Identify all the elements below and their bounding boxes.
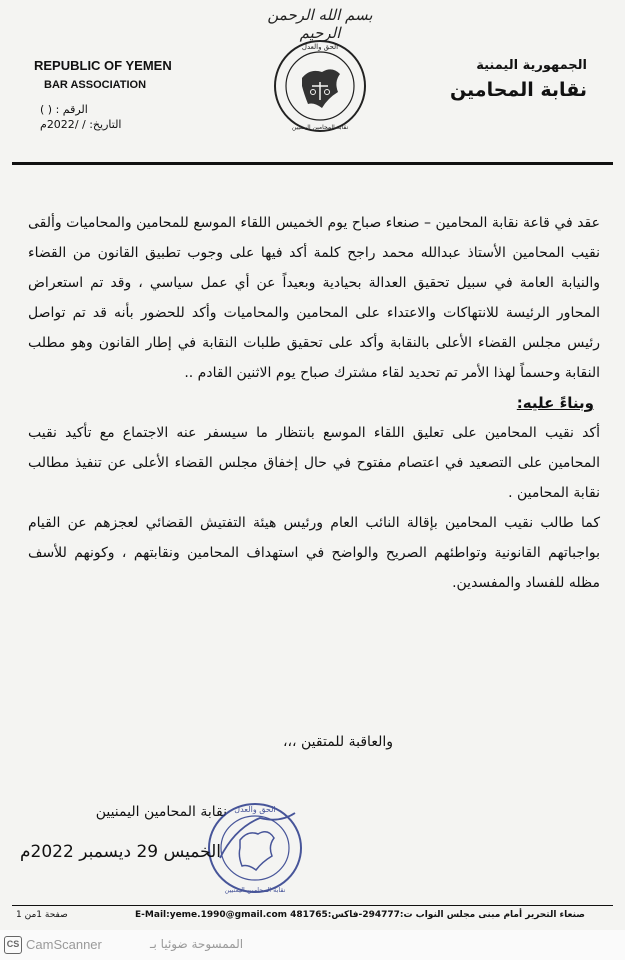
reference-date: التاريخ: / /2022م [40, 118, 122, 131]
paragraph-3: كما طالب نقيب المحامين بإقالة النائب العام ورئيس هيئة التفتيش القضائي لعجزهم عن القيام بواجباتهم القانونية وتواطئهم الصريح والواضح في استهداف المحامين ونقابتهم ، وكونهم للأسف مظله للفساد والمفسدين. [28, 515, 600, 591]
paragraph-2: أكد نقيب المحامين على تعليق اللقاء الموسع بانتظار ما سيسفر عنه الاجتماع مع تأكيد نقيب المحامين على التصعيد في اعتصام مفتوح في حال إخفاق مجلس القضاء الأعلى عن تنفيذ مطالب نقابة المحامين . [28, 425, 600, 501]
logo-top-text: الحق والعدل [301, 43, 339, 51]
ar-country: الجمهورية اليمنية [476, 58, 587, 73]
signature-organization: نقابة المحامين اليمنيين [95, 804, 227, 820]
signature-date: الخميس 29 ديسمبر 2022م [20, 842, 221, 862]
basmala: بسم الله الرحمن الرحيم [267, 6, 373, 42]
camscanner-arabic: الممسوحة ضوئيا بـ [150, 937, 244, 951]
logo-bottom-text: نقابة المحامين اليمنيين [291, 124, 349, 131]
page-number: صفحة 1من 1 [16, 910, 68, 920]
en-org: BAR ASSOCIATION [44, 79, 147, 91]
camscanner-brand: CamScanner [26, 937, 102, 952]
english-letterhead [34, 58, 204, 91]
closing-phrase: والعاقبة للمتقين ،،، [283, 734, 393, 750]
stamp-top-text: الحق والعدل [234, 805, 276, 814]
subheading: وبناءً عليه: [516, 394, 594, 412]
letter-body [28, 208, 600, 598]
ar-org: نقابة المحامين [449, 79, 587, 101]
reference-block [40, 102, 210, 132]
footer-divider [12, 905, 613, 906]
stamp-bottom-text: نقابة المحامين اليمنيين [224, 886, 286, 894]
camscanner-icon: CS [4, 936, 22, 954]
footer-address: صنعاء التحرير أمام مبنى مجلس النواب ت:294777-فاكس:481765 E-Mail:yeme.1990@gmail.com [135, 910, 585, 920]
arabic-letterhead [417, 58, 587, 101]
header-divider [12, 162, 613, 165]
en-country: REPUBLIC OF YEMEN [34, 58, 172, 73]
paragraph-1: عقد في قاعة نقابة المحامين – صنعاء صباح يوم الخميس اللقاء الموسع للمحامين والمحاميات وألقى نقيب المحامين الأستاذ عبدالله محمد راجح كلمة أكد فيها على وجوب تطبيق القانون من القضاء والنيابة العامة في سبيل تحقيق العدالة بحيادية وبعيداً عن أي عمل سياسي ، وقد تم استعراض المحاور الرئيسة للانتهاكات والاعتداء على المحامين والمحاميات وأكد للحضور بأنه قد تم تواصل رئيس مجلس القضاء الأعلى بالنقابة وأكد على تحقيق طلبات النقابة في إطار القانون وهو مطلب النقابة وحسماً لهذا الأمر تم تحديد لقاء مشترك صباح يوم الاثنين القادم .. [28, 215, 600, 381]
reference-number: الرقم : ( ) [40, 103, 88, 116]
bar-association-logo [272, 38, 368, 134]
